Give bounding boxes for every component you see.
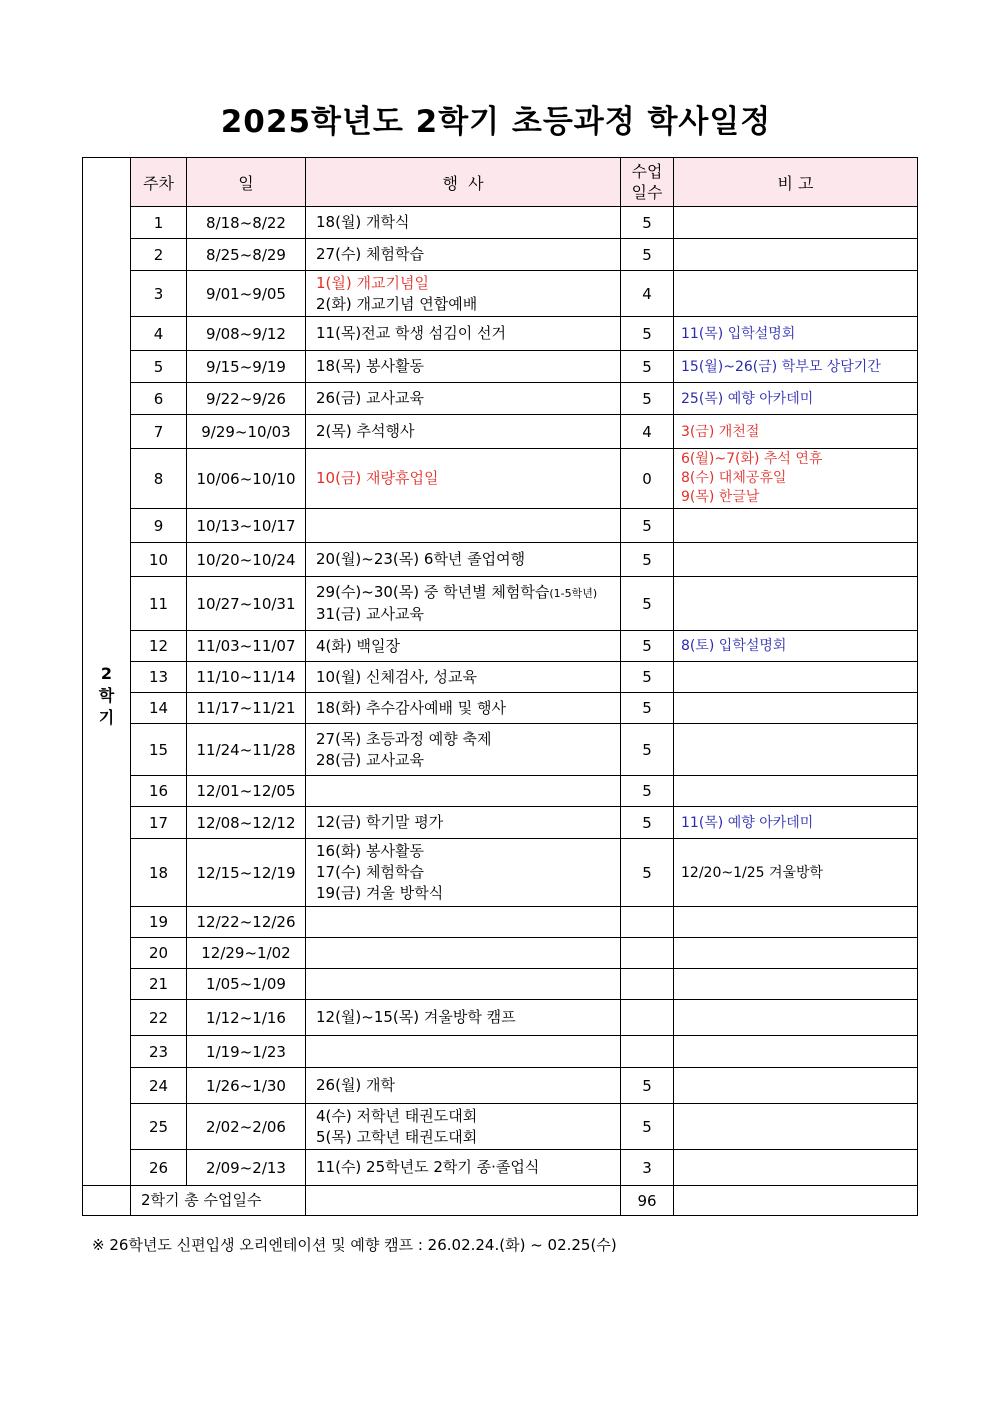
event-line: 11(목)전교 학생 섬김이 선거 [316, 324, 506, 342]
note-cell [674, 543, 918, 577]
note-cell [674, 1068, 918, 1104]
note-cell [674, 383, 918, 415]
week-cell: 20 [131, 938, 187, 969]
note-cell [674, 415, 918, 449]
note-cell [674, 1036, 918, 1068]
event-cell [306, 383, 621, 415]
table-header-row [83, 158, 918, 207]
note-cell [674, 969, 918, 1000]
event-line: 20(월)~23(목) 6학년 졸업여행 [316, 550, 526, 568]
days-cell [621, 969, 674, 1000]
days-cell: 5 [621, 839, 674, 907]
days-cell: 5 [621, 724, 674, 776]
week-cell: 15 [131, 724, 187, 776]
date-cell: 11/24~11/28 [187, 724, 306, 776]
table-row [83, 662, 918, 693]
event-cell [306, 415, 621, 449]
date-cell: 11/17~11/21 [187, 693, 306, 724]
event-line: 27(수) 체험학습 [316, 245, 425, 263]
semester-header-cell [83, 158, 131, 207]
header-date: 일 [187, 158, 306, 207]
event-cell [306, 239, 621, 271]
event-cell [306, 907, 621, 938]
date-cell: 9/08~9/12 [187, 317, 306, 351]
week-cell: 24 [131, 1068, 187, 1104]
note-line: 11(목) 예향 아카데미 [681, 814, 814, 831]
week-cell: 16 [131, 776, 187, 807]
total-note-cell [674, 1186, 918, 1216]
note-line: 15(월)~26(금) 학부모 상담기간 [681, 358, 881, 375]
date-cell: 10/27~10/31 [187, 577, 306, 631]
date-cell: 8/25~8/29 [187, 239, 306, 271]
event-cell [306, 577, 621, 631]
table-row [83, 807, 918, 839]
event-cell [306, 1150, 621, 1186]
semester-label [83, 207, 131, 1186]
days-cell [621, 1000, 674, 1036]
week-cell: 21 [131, 969, 187, 1000]
days-cell: 4 [621, 415, 674, 449]
note-cell [674, 907, 918, 938]
note-cell [674, 449, 918, 509]
event-line: 4(화) 백일장 [316, 636, 400, 655]
days-cell: 3 [621, 1150, 674, 1186]
date-cell: 8/18~8/22 [187, 207, 306, 239]
week-cell: 13 [131, 662, 187, 693]
event-line: 10(월) 신체검사, 성교육 [316, 667, 478, 686]
note-cell [674, 631, 918, 662]
event-cell [306, 449, 621, 509]
week-cell: 3 [131, 271, 187, 317]
event-line: 12(금) 학기말 평가 [316, 813, 444, 831]
event-cell [306, 662, 621, 693]
days-cell: 0 [621, 449, 674, 509]
days-cell: 5 [621, 239, 674, 271]
event-line: 18(목) 봉사활동 [316, 357, 425, 375]
event-cell [306, 1068, 621, 1104]
week-cell: 11 [131, 577, 187, 631]
event-line: 1(월) 개교기념일 [316, 273, 429, 292]
date-cell: 1/26~1/30 [187, 1068, 306, 1104]
note-cell [674, 207, 918, 239]
table-row [83, 839, 918, 907]
event-suffix: (1-5학년) [549, 587, 598, 600]
date-cell: 9/22~9/26 [187, 383, 306, 415]
page-title: 2025학년도 2학기 초등과정 학사일정 [220, 104, 772, 140]
note-cell [674, 1104, 918, 1150]
date-cell: 12/08~12/12 [187, 807, 306, 839]
note-cell [674, 509, 918, 543]
event-line [316, 582, 620, 604]
event-line: 2(화) 개교기념 연합예배 [316, 294, 478, 313]
footnote: ※ 26학년도 신편입생 오리엔테이션 및 예향 캠프 : 26.02.24.(화) ~ 02.25(수) [92, 1236, 617, 1254]
week-cell: 22 [131, 1000, 187, 1036]
event-cell [306, 207, 621, 239]
note-line: 6(월)~7(화) 추석 연휴 [681, 451, 823, 467]
days-cell: 5 [621, 543, 674, 577]
event-cell [306, 839, 621, 907]
header-note: 비 고 [674, 158, 918, 207]
total-event-cell [306, 1186, 621, 1216]
date-cell: 12/15~12/19 [187, 839, 306, 907]
semester-char: 기 [98, 707, 115, 727]
table-row [83, 693, 918, 724]
event-cell [306, 631, 621, 662]
week-cell: 14 [131, 693, 187, 724]
days-cell: 5 [621, 807, 674, 839]
note-line: 8(수) 대체공휴일 [681, 470, 787, 486]
date-cell: 9/29~10/03 [187, 415, 306, 449]
table-row [83, 271, 918, 317]
event-cell [306, 807, 621, 839]
event-cell [306, 1036, 621, 1068]
event-line: 18(월) 개학식 [316, 213, 410, 231]
days-cell: 4 [621, 271, 674, 317]
note-cell [674, 351, 918, 383]
days-cell [621, 1036, 674, 1068]
table-row [83, 907, 918, 938]
event-line: 18(화) 추수감사예배 및 행사 [316, 698, 506, 717]
date-cell: 11/10~11/14 [187, 662, 306, 693]
date-cell: 11/03~11/07 [187, 631, 306, 662]
date-cell: 2/09~2/13 [187, 1150, 306, 1186]
days-cell: 5 [621, 509, 674, 543]
event-cell [306, 776, 621, 807]
note-line: 3(금) 개천절 [681, 423, 760, 440]
event-line: 26(금) 교사교육 [316, 389, 425, 407]
date-cell: 9/15~9/19 [187, 351, 306, 383]
table-row [83, 1104, 918, 1150]
table-row [83, 543, 918, 577]
table-row [83, 1036, 918, 1068]
event-cell [306, 543, 621, 577]
table-row [83, 383, 918, 415]
days-cell [621, 907, 674, 938]
date-cell: 10/06~10/10 [187, 449, 306, 509]
note-line: 25(목) 예향 아카데미 [681, 390, 814, 407]
table-row [83, 351, 918, 383]
date-cell: 10/13~10/17 [187, 509, 306, 543]
note-cell [674, 317, 918, 351]
event-line: 12(월)~15(목) 겨울방학 캠프 [316, 1008, 516, 1026]
schedule-table [82, 157, 918, 1216]
table-row [83, 631, 918, 662]
table-row [83, 969, 918, 1000]
event-cell [306, 509, 621, 543]
note-cell [674, 938, 918, 969]
days-cell: 5 [621, 351, 674, 383]
days-cell: 5 [621, 776, 674, 807]
days-cell: 5 [621, 1068, 674, 1104]
event-cell [306, 1000, 621, 1036]
note-cell [674, 577, 918, 631]
event-line: 26(월) 개학 [316, 1076, 396, 1094]
event-cell [306, 724, 621, 776]
table-row [83, 317, 918, 351]
week-cell: 19 [131, 907, 187, 938]
event-cell [306, 969, 621, 1000]
table-row [83, 207, 918, 239]
event-line: 27(목) 초등과정 예향 축제 [316, 729, 492, 748]
week-cell: 17 [131, 807, 187, 839]
event-line: 11(수) 25학년도 2학기 종·졸업식 [316, 1158, 540, 1176]
note-cell [674, 1000, 918, 1036]
total-days: 96 [621, 1186, 674, 1216]
header-days [621, 158, 674, 207]
event-line: 5(목) 고학년 태권도대회 [316, 1127, 478, 1146]
week-cell: 10 [131, 543, 187, 577]
event-cell [306, 693, 621, 724]
days-cell: 5 [621, 207, 674, 239]
note-cell [674, 239, 918, 271]
note-cell [674, 724, 918, 776]
week-cell: 6 [131, 383, 187, 415]
event-cell [306, 938, 621, 969]
note-cell [674, 662, 918, 693]
table-row [83, 1068, 918, 1104]
note-cell [674, 693, 918, 724]
week-cell: 12 [131, 631, 187, 662]
note-cell [674, 271, 918, 317]
event-line: 17(수) 체험학습 [316, 863, 425, 881]
note-cell [674, 807, 918, 839]
week-cell: 7 [131, 415, 187, 449]
total-blank-cell [83, 1186, 131, 1216]
table-row [83, 415, 918, 449]
event-line: 16(화) 봉사활동 [316, 842, 425, 860]
date-cell: 12/29~1/02 [187, 938, 306, 969]
table-row [83, 776, 918, 807]
week-cell: 5 [131, 351, 187, 383]
date-cell: 1/12~1/16 [187, 1000, 306, 1036]
date-cell: 12/01~12/05 [187, 776, 306, 807]
header-days-line2: 일수 [631, 183, 663, 202]
days-cell [621, 938, 674, 969]
note-cell [674, 776, 918, 807]
date-cell: 10/20~10/24 [187, 543, 306, 577]
semester-char: 학 [98, 685, 115, 705]
date-cell: 1/19~1/23 [187, 1036, 306, 1068]
days-cell: 5 [621, 693, 674, 724]
date-cell: 2/02~2/06 [187, 1104, 306, 1150]
event-line: 2(목) 추석행사 [316, 422, 415, 440]
week-cell: 9 [131, 509, 187, 543]
note-cell [674, 1150, 918, 1186]
days-cell: 5 [621, 383, 674, 415]
table-row [83, 577, 918, 631]
table-row [83, 938, 918, 969]
semester-char: 2 [100, 663, 113, 683]
note-line: 9(목) 한글날 [681, 489, 760, 505]
header-days-line1: 수업 [631, 162, 663, 181]
date-cell: 12/22~12/26 [187, 907, 306, 938]
header-event: 행 사 [306, 158, 621, 207]
date-cell: 1/05~1/09 [187, 969, 306, 1000]
date-cell: 9/01~9/05 [187, 271, 306, 317]
week-cell: 26 [131, 1150, 187, 1186]
table-row [83, 239, 918, 271]
days-cell: 5 [621, 1104, 674, 1150]
days-cell: 5 [621, 577, 674, 631]
week-cell: 2 [131, 239, 187, 271]
total-row [83, 1186, 918, 1216]
note-cell [674, 839, 918, 907]
days-cell: 5 [621, 662, 674, 693]
note-line: 8(토) 입학설명회 [681, 638, 787, 654]
event-line: 28(금) 교사교육 [316, 750, 425, 769]
event-text: 29(수)~30(목) 중 학년별 체험학습 [316, 583, 550, 601]
week-cell: 23 [131, 1036, 187, 1068]
week-cell: 8 [131, 449, 187, 509]
event-line: 10(금) 재량휴업일 [316, 469, 439, 487]
event-cell [306, 351, 621, 383]
table-row [83, 449, 918, 509]
table-row [83, 1000, 918, 1036]
table-row [83, 724, 918, 776]
event-cell [306, 317, 621, 351]
note-line: 12/20~1/25 겨울방학 [681, 864, 824, 881]
week-cell: 25 [131, 1104, 187, 1150]
week-cell: 18 [131, 839, 187, 907]
header-week: 주차 [131, 158, 187, 207]
note-line: 11(목) 입학설명회 [681, 325, 796, 342]
week-cell: 4 [131, 317, 187, 351]
week-cell: 1 [131, 207, 187, 239]
days-cell: 5 [621, 631, 674, 662]
total-label: 2학기 총 수업일수 [131, 1186, 306, 1216]
event-line: 4(수) 저학년 태권도대회 [316, 1106, 478, 1125]
table-row [83, 1150, 918, 1186]
event-cell [306, 271, 621, 317]
days-cell: 5 [621, 317, 674, 351]
table-row [83, 509, 918, 543]
event-cell [306, 1104, 621, 1150]
event-line: 19(금) 겨울 방학식 [316, 884, 444, 902]
event-line: 31(금) 교사교육 [316, 605, 425, 623]
